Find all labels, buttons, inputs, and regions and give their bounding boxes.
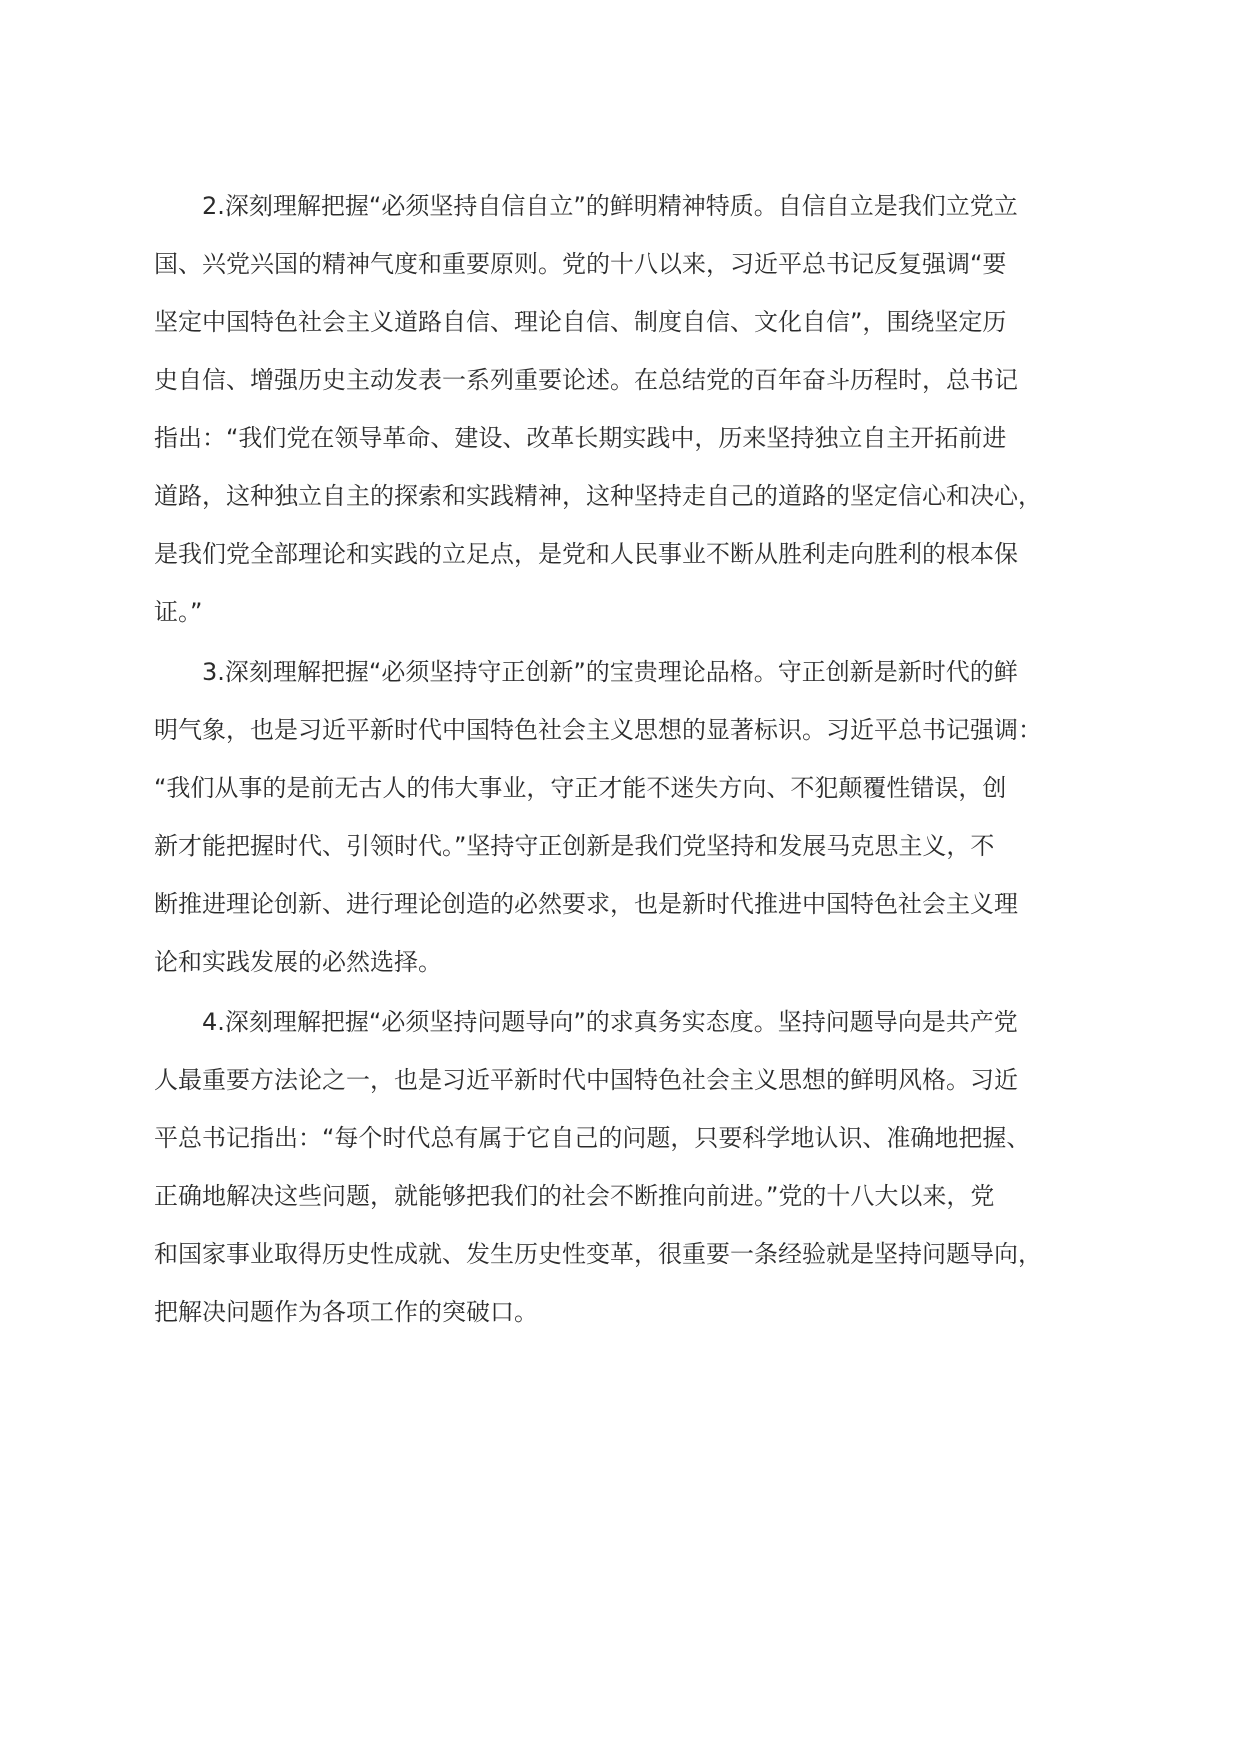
paragraph-3-line: 明气象，也是习近平新时代中国特色社会主义思想的显著标识。习近平总书记强调： xyxy=(154,716,1042,744)
paragraph-2-line: 2.深刻理解把握“必须坚持自信自立”的鲜明精神特质。自信自立是我们立党立 xyxy=(202,192,1018,220)
paragraph-2-line: 道路，这种独立自主的探索和实践精神，这种坚持走自己的道路的坚定信心和决心， xyxy=(154,482,1042,510)
paragraph-3-line: 新才能把握时代、引领时代。”坚持守正创新是我们党坚持和发展马克思主义，不 xyxy=(154,832,995,860)
paragraph-3-line: 3.深刻理解把握“必须坚持守正创新”的宝贵理论品格。守正创新是新时代的鲜 xyxy=(202,658,1018,686)
paragraph-4-line: 人最重要方法论之一，也是习近平新时代中国特色社会主义思想的鲜明风格。习近 xyxy=(154,1066,1018,1094)
paragraph-2-line: 指出：“我们党在领导革命、建设、改革长期实践中，历来坚持独立自主开拓前进 xyxy=(154,424,1007,452)
paragraph-3-line: “我们从事的是前无古人的伟大事业，守正才能不迷失方向、不犯颠覆性错误，创 xyxy=(154,774,1007,802)
paragraph-4-line: 正确地解决这些问题，就能够把我们的社会不断推向前进。”党的十八大以来，党 xyxy=(154,1182,995,1210)
paragraph-2-line: 证。” xyxy=(154,598,203,626)
paragraph-4-line: 平总书记指出：“每个时代总有属于它自己的问题，只要科学地认识、准确地把握、 xyxy=(154,1124,1031,1152)
paragraph-4-line: 4.深刻理解把握“必须坚持问题导向”的求真务实态度。坚持问题导向是共产党 xyxy=(202,1008,1018,1036)
paragraph-2-line: 史自信、增强历史主动发表一系列重要论述。在总结党的百年奋斗历程时，总书记 xyxy=(154,366,1018,394)
paragraph-4-line: 和国家事业取得历史性成就、发生历史性变革，很重要一条经验就是坚持问题导向， xyxy=(154,1240,1042,1268)
paragraph-4-line: 把解决问题作为各项工作的突破口。 xyxy=(154,1298,538,1326)
paragraph-2-line: 国、兴党兴国的精神气度和重要原则。党的十八以来，习近平总书记反复强调“要 xyxy=(154,250,1007,278)
paragraph-2-line: 坚定中国特色社会主义道路自信、理论自信、制度自信、文化自信”，围绕坚定历 xyxy=(154,308,1007,336)
paragraph-3-line: 断推进理论创新、进行理论创造的必然要求，也是新时代推进中国特色社会主义理 xyxy=(154,890,1018,918)
paragraph-3-line: 论和实践发展的必然选择。 xyxy=(154,948,442,976)
paragraph-2-line: 是我们党全部理论和实践的立足点，是党和人民事业不断从胜利走向胜利的根本保 xyxy=(154,540,1018,568)
